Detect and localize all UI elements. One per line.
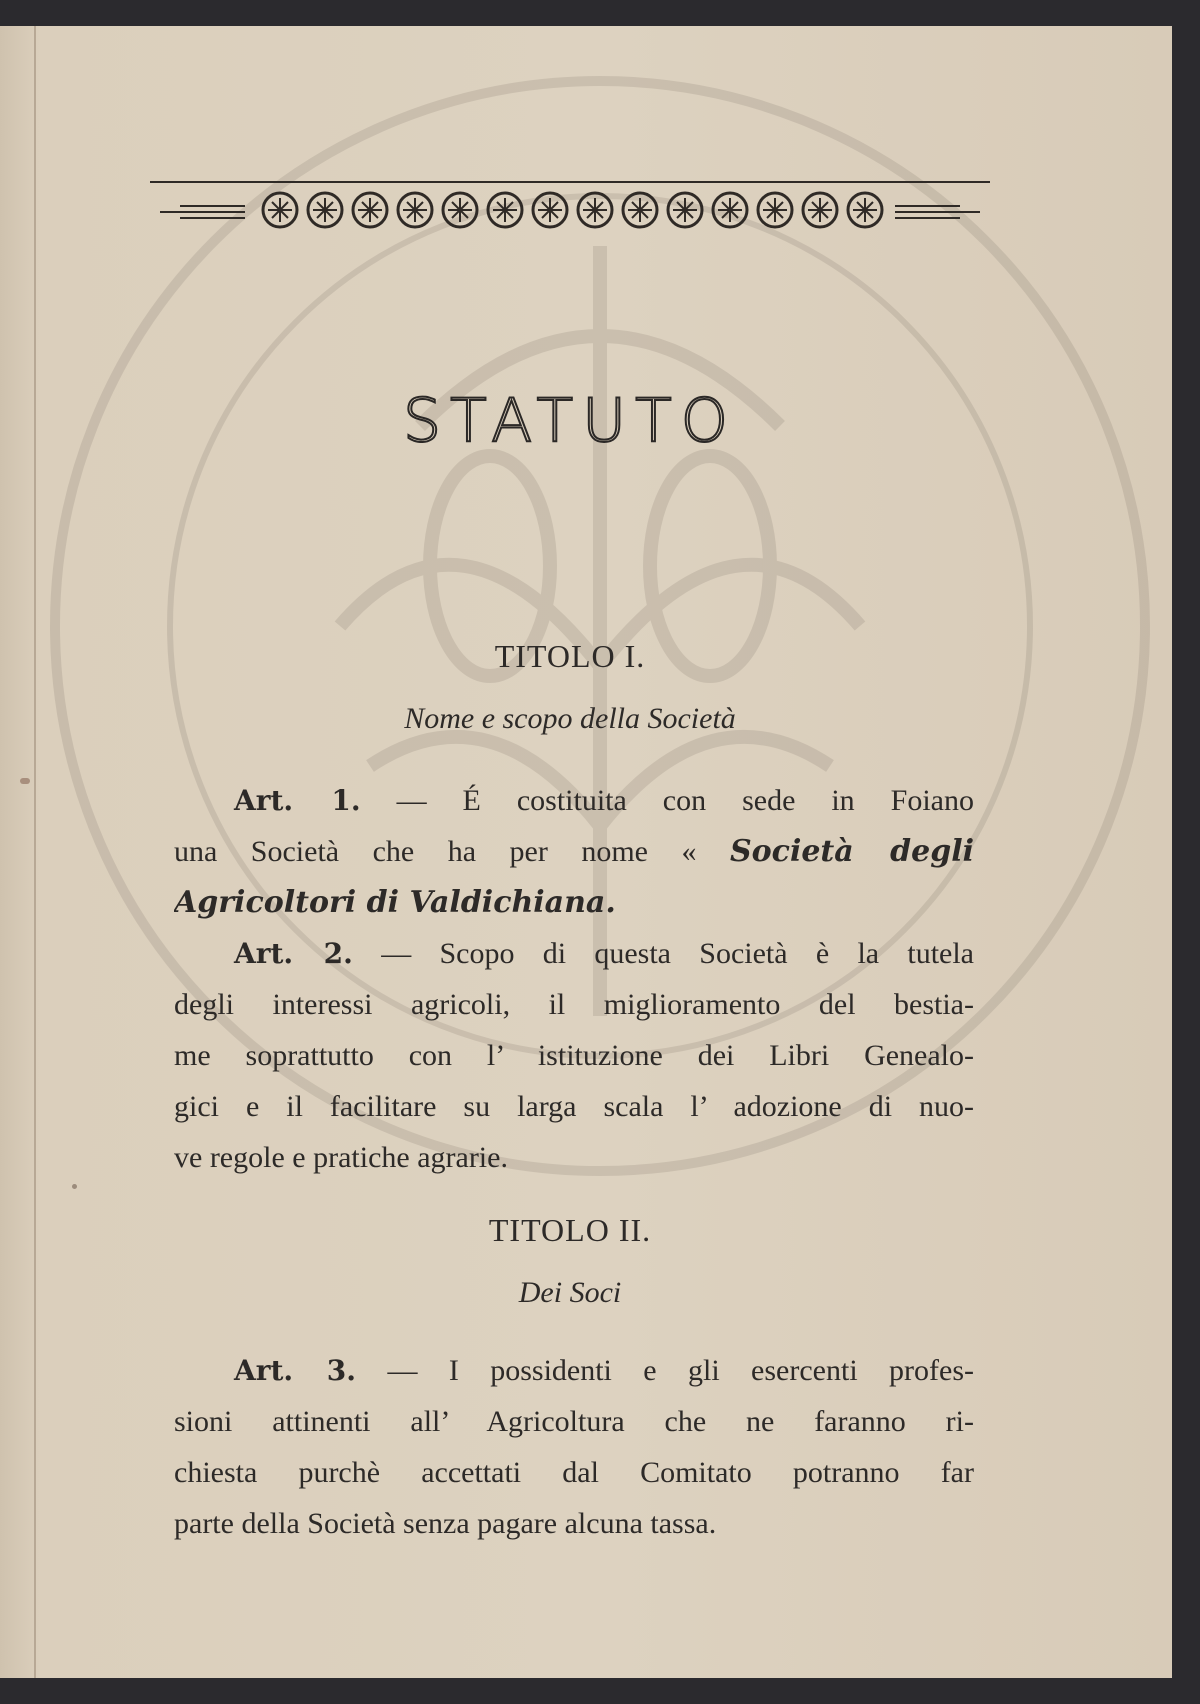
page-fold — [34, 26, 36, 1678]
article-1-line-2: una Società che ha per nome « Società degli — [174, 834, 974, 869]
section-2-subtitle: Dei Soci — [518, 1276, 622, 1309]
article-2-line-2: degli interessi agricoli, il miglioramento del bestia- — [174, 988, 974, 1021]
article-2-line-5: ve regole e pratiche agrarie. — [174, 1141, 508, 1174]
rosette-row — [263, 193, 882, 227]
article-2-line-3: me soprattutto con l’ istituzione dei Libri Genealo- — [174, 1039, 974, 1072]
ornament-band — [150, 176, 990, 236]
section-1-subtitle: Nome e scopo della Società — [404, 702, 736, 735]
article-3-line-4: parte della Società senza pagare alcuna tassa. — [174, 1507, 717, 1540]
article-1 — [174, 775, 974, 928]
article-2-line-1: Art. 2. — Scopo di questa Società è la tutela — [234, 937, 974, 970]
paper-blemish — [20, 778, 30, 784]
document-page — [0, 26, 1172, 1678]
article-3-line-2: sioni attinenti all’ Agricoltura che ne faranno ri- — [174, 1405, 974, 1438]
section-1-label: TITOLO I. — [494, 638, 646, 674]
document-title: STATUTO — [403, 386, 737, 456]
article-2-line-4: gici e il facilitare su larga scala l’ adozione di nuo- — [174, 1090, 974, 1123]
article-2 — [174, 928, 974, 1183]
article-3-line-3: chiesta purchè accettati dal Comitato potranno far — [174, 1456, 974, 1489]
section-2-label: TITOLO II. — [488, 1212, 652, 1248]
article-1-line-1: Art. 1. — É costituita con sede in Foiano — [234, 784, 974, 817]
article-1-line-3: Agricoltori di Valdichiana. — [174, 885, 616, 920]
article-3 — [174, 1345, 974, 1549]
article-3-line-1: Art. 3. — I possidenti e gli esercenti profes- — [234, 1354, 974, 1387]
